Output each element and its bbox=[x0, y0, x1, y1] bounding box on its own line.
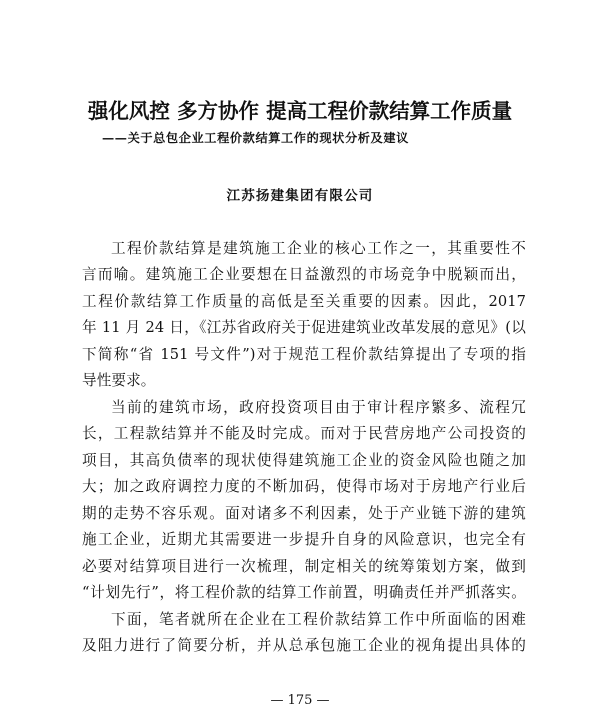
document-title: 强化风控 多方协作 提高工程价款结算工作质量 bbox=[87, 99, 513, 123]
paragraph-1-line: 下简称“省 151 号文件”)对于规范工程价款结算提出了专项的指 bbox=[82, 346, 526, 363]
paragraph-1-line: 工程价款结算是建筑施工企业的核心工作之一，其重要性不 bbox=[111, 240, 526, 257]
paragraph-2-line: 必要对结算项目进行一次梳理，制定相关的统筹策划方案，做到 bbox=[82, 558, 526, 575]
paragraph-1-line: 年 11 月 24 日，《江苏省政府关于促进建筑业改革发展的意见》(以 bbox=[82, 319, 526, 336]
paragraph-2-line: 项目，其高负债率的现状使得建筑施工企业的资金风险也随之加 bbox=[82, 452, 526, 469]
paragraph-3-line: 下面，笔者就所在企业在工程价款结算工作中所面临的困难 bbox=[111, 611, 526, 628]
paragraph-2-line: 期的走势不容乐观。面对诸多不利因素，处于产业链下游的建筑 bbox=[82, 505, 526, 522]
paragraph-2-line: “计划先行”，将工程价款的结算工作前置，明确责任并严抓落实。 bbox=[82, 584, 526, 601]
page-number: — 175 — bbox=[270, 693, 330, 708]
paragraph-2-line: 长，工程款结算并不能及时完成。而对于民营房地产公司投资的 bbox=[82, 425, 526, 442]
paragraph-2-line: 大；加之政府调控力度的不断加码，使得市场对于房地产行业后 bbox=[82, 478, 526, 495]
paragraph-2-line: 当前的建筑市场，政府投资项目由于审计程序繁多、流程冗 bbox=[111, 399, 526, 416]
paragraph-2-line: 施工企业，近期尤其需要进一步提升自身的风险意识，也完全有 bbox=[82, 531, 526, 548]
paragraph-1-line: 工程价款结算工作质量的高低是至关重要的因素。因此，2017 bbox=[82, 293, 526, 310]
paragraph-1-line: 言而喻。建筑施工企业要想在日益激烈的市场竞争中脱颖而出， bbox=[82, 266, 526, 283]
paragraph-1-line: 导性要求。 bbox=[82, 372, 156, 389]
document-subtitle: ——关于总包企业工程价款结算工作的现状分析及建议 bbox=[102, 131, 409, 145]
author-organization: 江苏扬建集团有限公司 bbox=[226, 188, 374, 204]
paragraph-3-line: 及阻力进行了简要分析，并从总承包施工企业的视角提出具体的 bbox=[82, 637, 526, 654]
